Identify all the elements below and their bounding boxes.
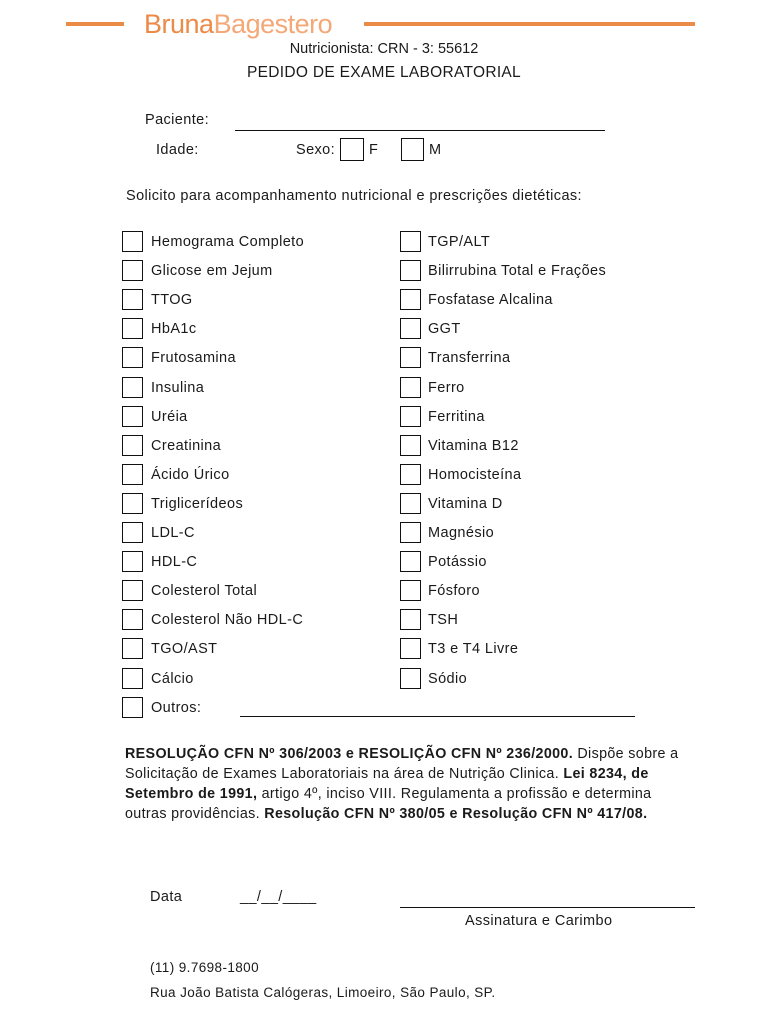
resolution-bold-2: Lei 8234, de Setembro de 1991,: [125, 766, 649, 802]
exam-checkbox-left-13[interactable]: [122, 609, 143, 630]
exam-checkbox-right-3[interactable]: [400, 318, 421, 339]
exam-checkbox-right-12[interactable]: [400, 580, 421, 601]
resolution-bold-3: Resolução CFN Nº 380/05 e Resolução CFN Nº 417/08: [264, 806, 644, 822]
exam-label-left-9: Triglicerídeos: [151, 496, 244, 512]
exam-label-left-14: TGO/AST: [151, 641, 218, 657]
exam-checkbox-left-3[interactable]: [122, 318, 143, 339]
exam-label-right-11: Potássio: [428, 554, 487, 570]
page-title: PEDIDO DE EXAME LABORATORIAL: [247, 64, 521, 81]
brand-first-name: Bruna: [144, 9, 214, 39]
resolution-bold-1: RESOLUÇÃO CFN Nº 306/2003 e RESOLIÇÃO CFN Nº 236/2000.: [125, 746, 574, 762]
exam-label-right-8: Homocisteína: [428, 467, 522, 483]
idade-label: Idade:: [156, 142, 199, 158]
exam-label-right-7: Vitamina B12: [428, 438, 519, 454]
exam-label-right-13: TSH: [428, 612, 459, 628]
paciente-field[interactable]: [235, 130, 605, 131]
exam-label-right-10: Magnésio: [428, 525, 495, 541]
header-bar-right: [364, 22, 695, 26]
exam-checkbox-right-7[interactable]: [400, 435, 421, 456]
exam-checkbox-left-7[interactable]: [122, 435, 143, 456]
exam-checkbox-left-1[interactable]: [122, 260, 143, 281]
data-label: Data: [150, 889, 183, 905]
crn-line: Nutricionista: CRN - 3: 55612: [289, 41, 479, 57]
exam-label-left-2: TTOG: [151, 292, 193, 308]
exam-checkbox-left-9[interactable]: [122, 493, 143, 514]
exam-label-left-5: Insulina: [151, 380, 205, 396]
exam-label-right-1: Bilirrubina Total e Frações: [428, 263, 607, 279]
exam-checkbox-right-4[interactable]: [400, 347, 421, 368]
exam-label-left-15: Cálcio: [151, 671, 194, 687]
exam-label-left-12: Colesterol Total: [151, 583, 258, 599]
exam-checkbox-right-6[interactable]: [400, 406, 421, 427]
sexo-f-checkbox[interactable]: [340, 138, 364, 161]
exam-label-right-3: GGT: [428, 321, 461, 337]
sexo-m-checkbox[interactable]: [401, 138, 424, 161]
exam-label-right-2: Fosfatase Alcalina: [428, 292, 553, 308]
exam-label-left-8: Ácido Úrico: [151, 467, 230, 483]
address: Rua João Batista Calógeras, Limoeiro, São Paulo, SP.: [150, 985, 496, 1000]
exam-checkbox-left-8[interactable]: [122, 464, 143, 485]
exam-label-left-11: HDL-C: [151, 554, 198, 570]
exam-checkbox-left-14[interactable]: [122, 638, 143, 659]
exam-label-right-15: Sódio: [428, 671, 468, 687]
exam-checkbox-right-11[interactable]: [400, 551, 421, 572]
outros-label: Outros:: [151, 700, 202, 716]
exam-checkbox-right-9[interactable]: [400, 493, 421, 514]
exam-label-left-10: LDL-C: [151, 525, 195, 541]
exam-label-left-1: Glicose em Jejum: [151, 263, 273, 279]
exam-checkbox-left-6[interactable]: [122, 406, 143, 427]
exam-checkbox-left-15[interactable]: [122, 668, 143, 689]
exam-label-right-6: Ferritina: [428, 409, 485, 425]
outros-checkbox[interactable]: [122, 697, 143, 718]
outros-field[interactable]: [240, 716, 635, 717]
exam-checkbox-left-5[interactable]: [122, 377, 143, 398]
exam-label-left-7: Creatinina: [151, 438, 222, 454]
exam-label-right-4: Transferrina: [428, 350, 511, 366]
exam-checkbox-right-10[interactable]: [400, 522, 421, 543]
exam-label-right-9: Vitamina D: [428, 496, 503, 512]
resolution-text-2: artigo 4º, inciso VIII. Regulamenta a profissão e determina outras providências.: [125, 786, 652, 822]
phone-number: (11) 9.7698-1800: [150, 960, 259, 975]
exam-checkbox-right-1[interactable]: [400, 260, 421, 281]
signature-label: Assinatura e Carimbo: [465, 913, 613, 929]
sexo-label: Sexo:: [296, 142, 336, 158]
exam-checkbox-right-13[interactable]: [400, 609, 421, 630]
exam-checkbox-left-2[interactable]: [122, 289, 143, 310]
exam-label-left-13: Colesterol Não HDL-C: [151, 612, 304, 628]
exam-checkbox-right-8[interactable]: [400, 464, 421, 485]
exam-label-left-4: Frutosamina: [151, 350, 236, 366]
exam-checkbox-right-5[interactable]: [400, 377, 421, 398]
exam-checkbox-left-12[interactable]: [122, 580, 143, 601]
exam-label-right-14: T3 e T4 Livre: [428, 641, 519, 657]
sexo-f-label: F: [369, 142, 379, 158]
exam-checkbox-right-15[interactable]: [400, 668, 421, 689]
sexo-m-label: M: [429, 142, 442, 158]
exam-label-right-5: Ferro: [428, 380, 465, 396]
exam-label-left-0: Hemograma Completo: [151, 234, 305, 250]
brand-logo: [144, 8, 332, 40]
resolution-text: [125, 744, 690, 824]
signature-line[interactable]: [400, 907, 695, 908]
data-field[interactable]: __/__/____: [240, 889, 317, 905]
exam-checkbox-right-0[interactable]: [400, 231, 421, 252]
exam-label-left-3: HbA1c: [151, 321, 197, 337]
intro-text: Solicito para acompanhamento nutricional e prescrições dietéticas:: [126, 188, 582, 204]
exam-label-right-0: TGP/ALT: [428, 234, 491, 250]
exam-checkbox-right-14[interactable]: [400, 638, 421, 659]
exam-checkbox-left-4[interactable]: [122, 347, 143, 368]
resolution-text-1: Dispõe sobre a Solicitação de Exames Laboratoriais na área de Nutrição Clinica.: [125, 746, 679, 782]
brand-last-name: Bagestero: [213, 9, 333, 39]
exam-checkbox-right-2[interactable]: [400, 289, 421, 310]
exam-checkbox-left-11[interactable]: [122, 551, 143, 572]
exam-label-left-6: Uréia: [151, 409, 188, 425]
exam-checkbox-left-10[interactable]: [122, 522, 143, 543]
exam-label-right-12: Fósforo: [428, 583, 480, 599]
exam-checkbox-left-0[interactable]: [122, 231, 143, 252]
header-bar-left: [66, 22, 124, 26]
resolution-text-3: .: [643, 806, 648, 822]
paciente-label: Paciente:: [145, 112, 210, 128]
